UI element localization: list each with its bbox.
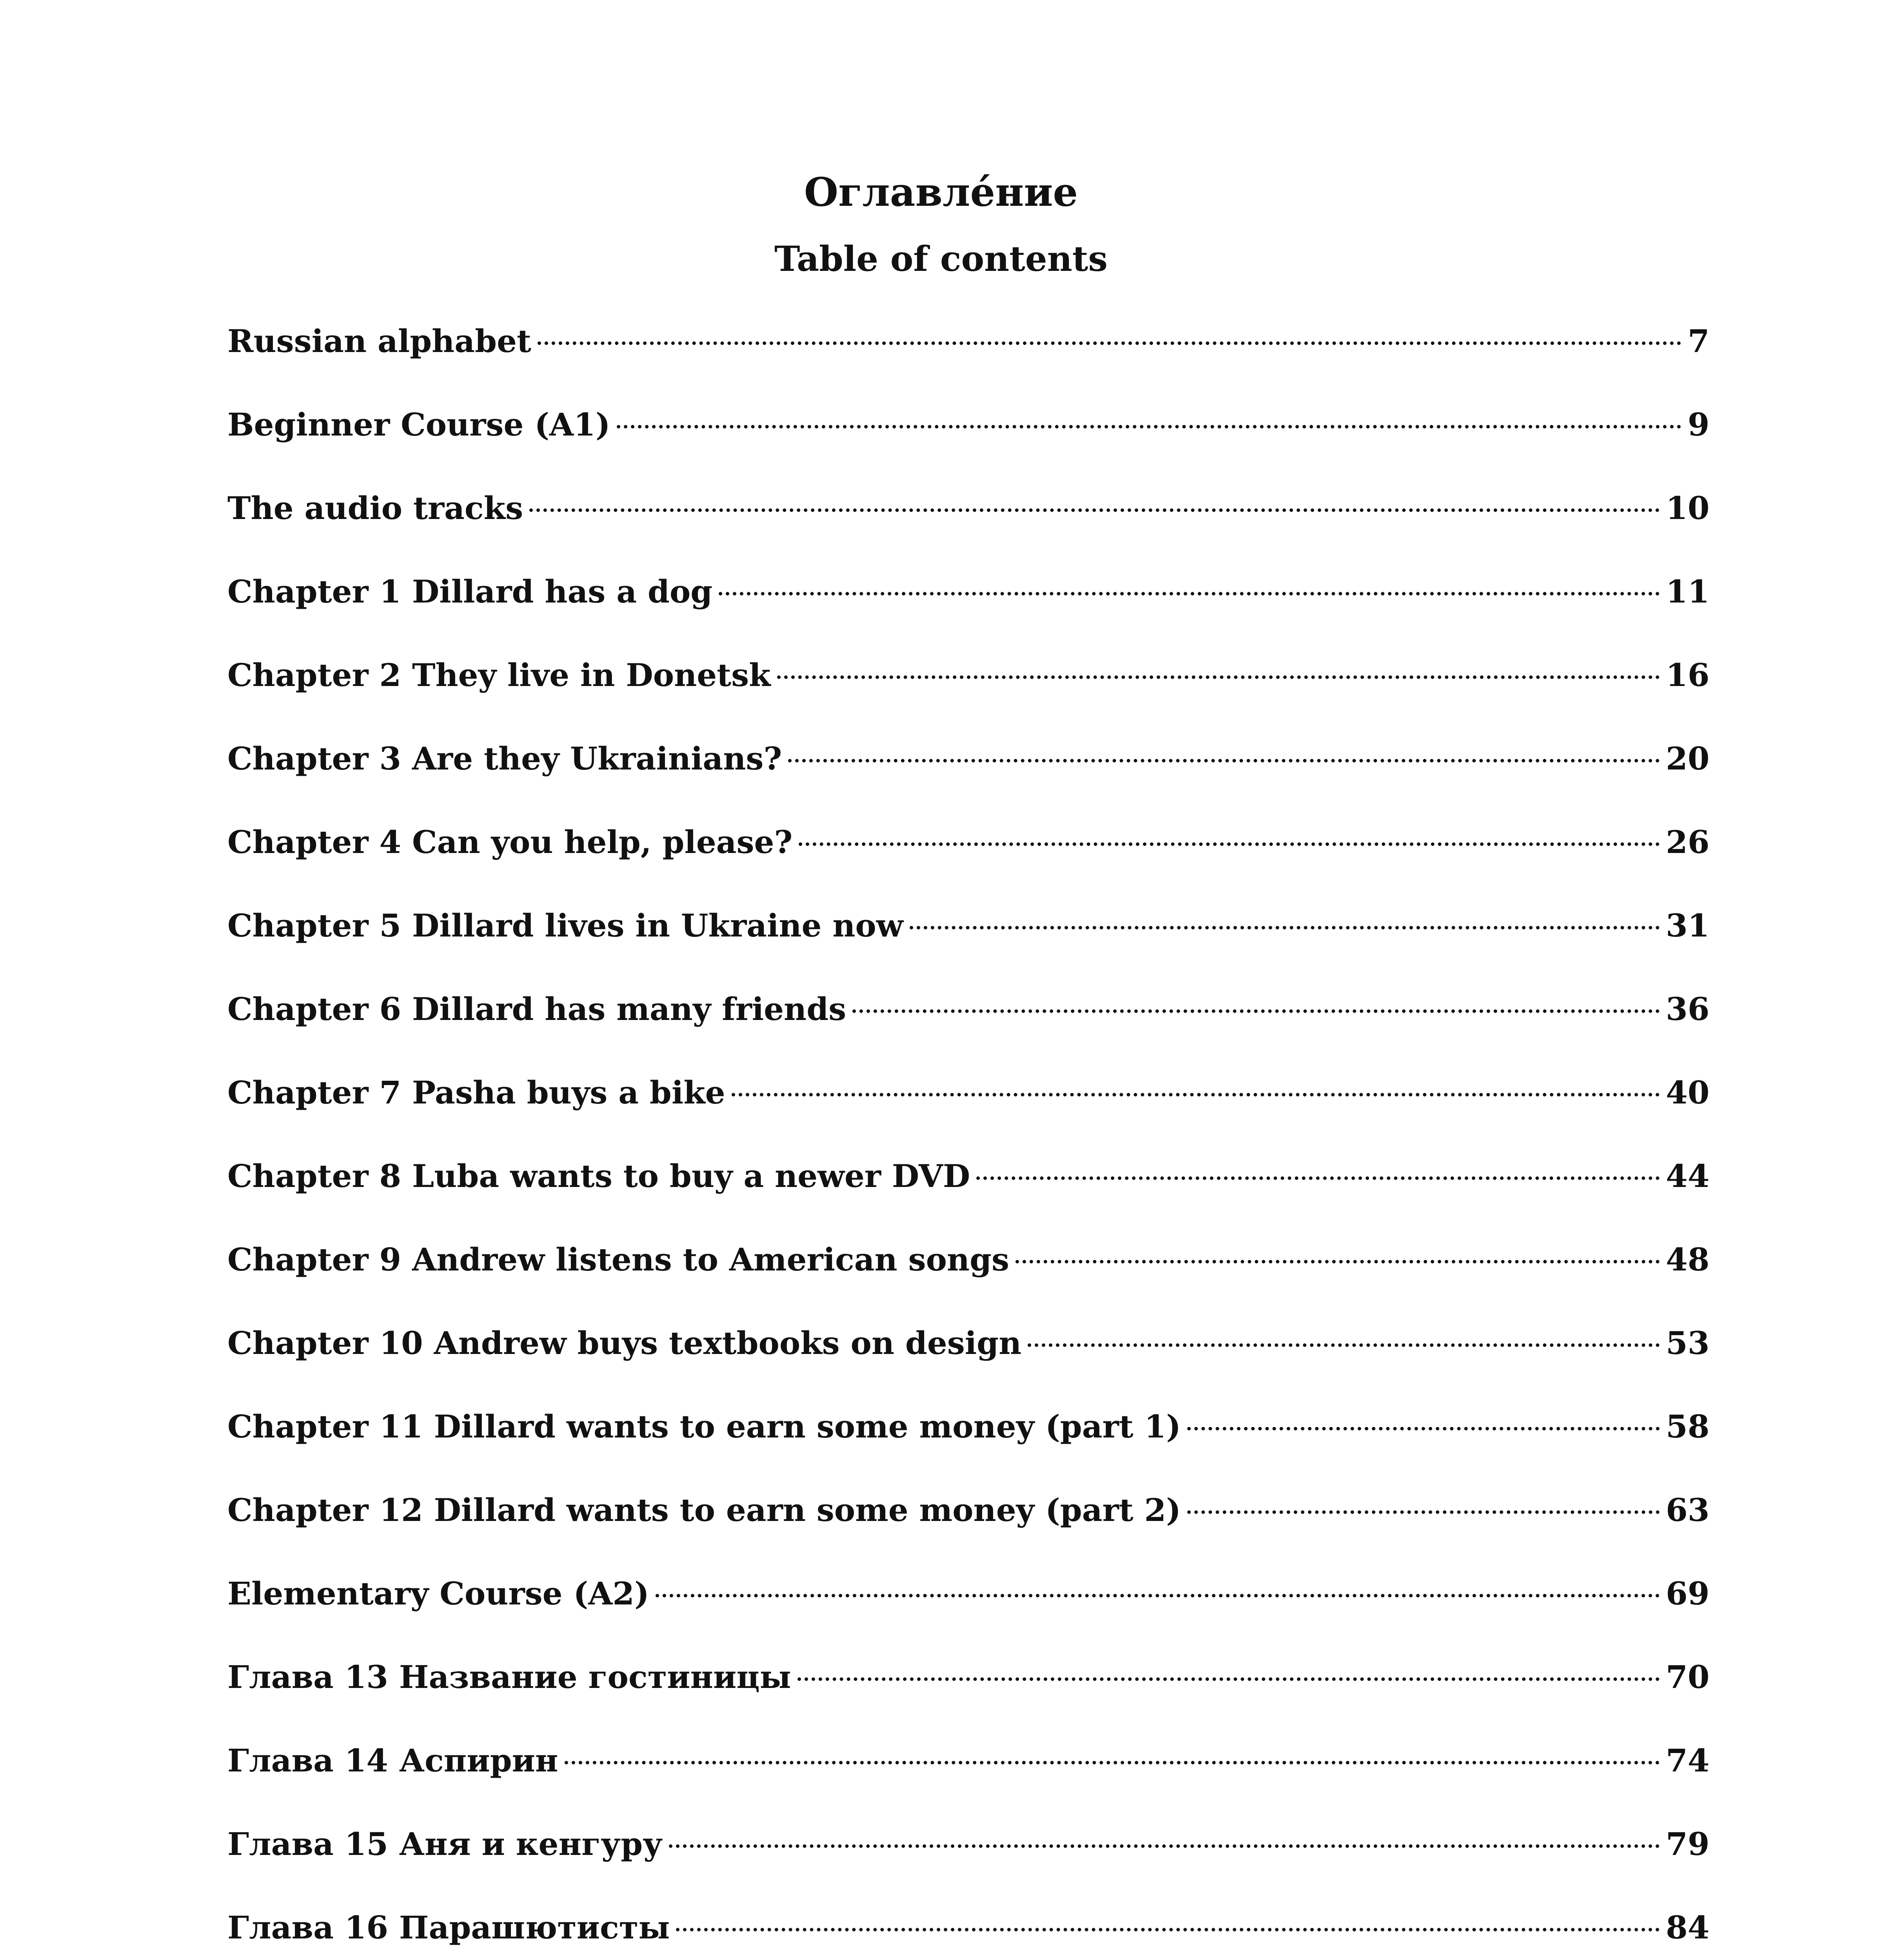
toc-entry-label: Chapter 7 Pasha buys a bike: [227, 1074, 725, 1111]
toc-dot-leader: [799, 842, 1659, 846]
toc-entry-label: Глава 15 Аня и кенгуру: [227, 1826, 663, 1862]
toc-entry-label: Глава 16 Парашютисты: [227, 1909, 670, 1946]
toc-entry-page: 58: [1666, 1408, 1709, 1445]
toc-dot-leader: [1187, 1427, 1660, 1430]
toc-entry-page: 84: [1666, 1909, 1709, 1946]
toc-entry: [227, 1570, 1709, 1653]
toc-dot-leader: [910, 926, 1660, 929]
page-title: Оглавле́ние: [804, 169, 1078, 215]
toc-entry-page: 31: [1666, 907, 1709, 944]
toc-dot-leader: [656, 1594, 1660, 1597]
toc-entry-label: Глава 13 Название гостиницы: [227, 1659, 791, 1695]
toc-entry: [227, 818, 1709, 902]
toc-entry-page: 7: [1688, 323, 1709, 359]
toc-entry: [227, 1069, 1709, 1152]
toc-entry-label: Chapter 8 Luba wants to buy a newer DVD: [227, 1158, 970, 1194]
toc-entry-label: Chapter 11 Dillard wants to earn some money (part 1): [227, 1408, 1181, 1445]
table-of-contents: [227, 318, 1709, 1960]
toc-entry-page: 74: [1666, 1742, 1709, 1779]
page-subtitle: Table of contents: [774, 238, 1108, 279]
toc-entry-label: Chapter 10 Andrew buys textbooks on design: [227, 1325, 1022, 1361]
toc-dot-leader: [976, 1176, 1659, 1180]
toc-entry-page: 26: [1666, 824, 1709, 860]
toc-entry-label: Chapter 2 They live in Donetsk: [227, 657, 771, 693]
toc-entry-label: Chapter 1 Dillard has a dog: [227, 573, 713, 610]
toc-entry: [227, 1653, 1709, 1737]
toc-entry: [227, 902, 1709, 985]
toc-entry: [227, 318, 1709, 401]
toc-entry: [227, 985, 1709, 1069]
toc-entry-label: Chapter 12 Dillard wants to earn some money (part 2): [227, 1492, 1181, 1528]
toc-entry-label: Elementary Course (A2): [227, 1575, 649, 1612]
toc-dot-leader: [852, 1009, 1660, 1013]
toc-dot-leader: [617, 425, 1682, 428]
toc-entry-page: 79: [1666, 1826, 1709, 1862]
toc-entry: [227, 1236, 1709, 1319]
toc-dot-leader: [777, 675, 1660, 679]
toc-entry-page: 53: [1666, 1325, 1709, 1361]
toc-entry: [227, 1820, 1709, 1904]
toc-dot-leader: [1187, 1510, 1660, 1514]
toc-entry-page: 9: [1688, 406, 1709, 443]
toc-entry: [227, 1403, 1709, 1486]
toc-dot-leader: [676, 1928, 1659, 1931]
toc-entry-label: Russian alphabet: [227, 323, 531, 359]
toc-entry-page: 70: [1666, 1659, 1709, 1695]
toc-dot-leader: [732, 1093, 1660, 1096]
toc-entry-page: 63: [1666, 1492, 1709, 1528]
toc-entry-page: 36: [1666, 991, 1709, 1027]
toc-entry-page: 69: [1666, 1575, 1709, 1612]
toc-entry-label: Chapter 6 Dillard has many friends: [227, 991, 847, 1027]
toc-dot-leader: [565, 1761, 1660, 1764]
toc-entry: [227, 1486, 1709, 1570]
toc-entry-label: The audio tracks: [227, 490, 523, 526]
toc-entry: [227, 1319, 1709, 1403]
toc-entry-page: 20: [1666, 740, 1709, 777]
toc-dot-leader: [719, 592, 1660, 595]
toc-entry-label: Beginner Course (A1): [227, 406, 610, 443]
toc-entry: [227, 1152, 1709, 1236]
toc-entry-page: 44: [1666, 1158, 1709, 1194]
toc-entry-label: Глава 14 Аспирин: [227, 1742, 558, 1779]
toc-entry-label: Chapter 4 Can you help, please?: [227, 824, 793, 860]
toc-entry: [227, 652, 1709, 735]
toc-dot-leader: [1028, 1343, 1659, 1347]
toc-dot-leader: [669, 1844, 1659, 1848]
toc-entry-label: Chapter 9 Andrew listens to American songs: [227, 1241, 1010, 1278]
toc-dot-leader: [797, 1677, 1660, 1681]
toc-entry: [227, 1737, 1709, 1820]
toc-entry: [227, 401, 1709, 485]
toc-entry: [227, 735, 1709, 818]
toc-entry: [227, 568, 1709, 652]
toc-entry-page: 10: [1666, 490, 1709, 526]
toc-entry-page: 11: [1666, 573, 1709, 610]
toc-dot-leader: [1015, 1260, 1660, 1263]
toc-entry: [227, 1904, 1709, 1960]
toc-entry-label: Chapter 3 Are they Ukrainians?: [227, 740, 782, 777]
toc-entry-page: 40: [1666, 1074, 1709, 1111]
toc-dot-leader: [788, 759, 1659, 762]
toc-entry-page: 16: [1666, 657, 1709, 693]
toc-dot-leader: [538, 341, 1681, 345]
toc-entry-label: Chapter 5 Dillard lives in Ukraine now: [227, 907, 903, 944]
toc-dot-leader: [529, 508, 1660, 512]
toc-entry-page: 48: [1666, 1241, 1709, 1278]
toc-entry: [227, 485, 1709, 568]
